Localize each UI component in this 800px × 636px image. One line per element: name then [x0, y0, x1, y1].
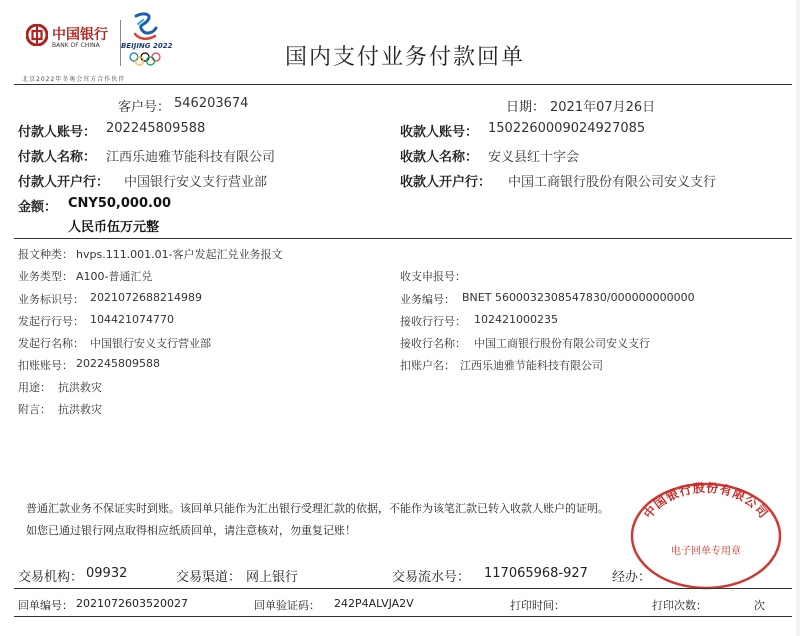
msg-type-label: 报文种类：	[18, 248, 73, 261]
page-title: 国内支付业务付款回单	[285, 45, 526, 70]
print-time-label: 打印时间：	[510, 599, 565, 612]
receipt-declare-label: 收支申报号：	[400, 270, 466, 283]
trans-channel: 网上银行	[246, 570, 299, 585]
olympic-rings-icon	[128, 52, 162, 66]
print-count-label: 打印次数：	[652, 599, 707, 612]
receipt-no: 2021072603520027	[76, 597, 188, 610]
trans-org-label: 交易机构：	[18, 570, 84, 585]
customer-no-label: 客户号：	[118, 100, 171, 115]
payer-name: 江西乐迪雅节能科技有限公司	[106, 150, 276, 165]
payee-bank: 中国工商银行股份有限公司安义支行	[508, 175, 717, 190]
biz-no: BNET 5600032308547830/000000000000	[462, 291, 695, 304]
date-label: 日期：	[506, 100, 546, 115]
verify-code-label: 回单验证码：	[254, 599, 320, 612]
biz-no-label: 业务编号：	[400, 293, 455, 306]
section-rule	[14, 238, 792, 239]
seal-arc-text: 中国银行股份有限公司	[641, 480, 771, 522]
purpose-label: 用途：	[18, 381, 51, 394]
recv-bank-name-label: 接收行名称：	[400, 337, 466, 350]
remark: 抗洪救灾	[58, 403, 102, 416]
send-bank-no-label: 发起行行号：	[18, 315, 84, 328]
beijing-2022-text: BEIJING 2022	[121, 42, 173, 50]
send-bank-name-label: 发起行名称：	[18, 337, 84, 350]
customer-no: 546203674	[174, 96, 249, 111]
beijing-2022-emblem-icon	[130, 10, 160, 44]
debit-name: 江西乐迪雅节能科技有限公司	[460, 359, 603, 372]
debit-acct-label: 扣账账号：	[18, 359, 73, 372]
biz-type: A100-普通汇兑	[76, 270, 153, 283]
trans-channel-label: 交易渠道：	[176, 570, 242, 585]
handler-label: 经办：	[612, 570, 652, 585]
bank-of-china-logo-icon	[26, 24, 48, 46]
payer-account-label: 付款人账号：	[18, 125, 97, 140]
debit-acct: 202245809588	[76, 357, 160, 370]
msg-type: hvps.111.001.01-客户发起汇兑业务报文	[76, 248, 283, 261]
amount-value: CNY50,000.00	[68, 196, 172, 211]
bank-name-cn: 中国银行	[52, 27, 108, 43]
remark-label: 附言：	[18, 403, 51, 416]
payer-bank: 中国银行安义支行营业部	[124, 175, 268, 190]
payee-name: 安义县红十字会	[488, 150, 580, 165]
recv-bank-no: 102421000235	[474, 313, 558, 326]
recv-bank-name: 中国工商银行股份有限公司安义支行	[474, 337, 650, 350]
date-value: 2021年07月26日	[550, 100, 656, 115]
trans-serial-label: 交易流水号：	[392, 570, 471, 585]
payee-account: 1502260009024927085	[488, 121, 646, 136]
receipt-no-label: 回单编号：	[18, 599, 73, 612]
payer-bank-label: 付款人开户行：	[18, 175, 110, 190]
footer-rule	[14, 588, 792, 589]
notice-line-2: 如您已通过银行网点取得相应纸质回单，请注意核对，勿重复记账！	[26, 524, 356, 537]
svg-text:中国银行股份有限公司	[640, 480, 771, 521]
print-count-unit: 次	[754, 599, 765, 612]
biz-id: 2021072688214989	[90, 291, 202, 304]
bottom-rule	[14, 616, 792, 617]
biz-id-label: 业务标识号：	[18, 293, 84, 306]
seal-center-text: 电子回单专用章	[671, 546, 741, 557]
electronic-receipt-seal-icon	[628, 478, 784, 590]
official-partner-line: 北京2022年冬奥会官方合作伙伴	[22, 76, 126, 83]
purpose: 抗洪救灾	[58, 381, 102, 394]
biz-type-label: 业务类型：	[18, 270, 73, 283]
notice-line-1: 普通汇款业务不保证实时到账。该回单只能作为汇出银行受理汇款的依据，不能作为该笔汇款已转入收款人账户的证明。	[26, 502, 609, 515]
send-bank-no: 104421074770	[90, 313, 174, 326]
debit-name-label: 扣账户名：	[400, 359, 455, 372]
payee-account-label: 收款人账号：	[400, 125, 479, 140]
amount-in-words: 人民币伍万元整	[68, 220, 160, 235]
verify-code: 242P4ALVJA2V	[334, 597, 414, 610]
payer-name-label: 付款人名称：	[18, 150, 97, 165]
send-bank-name: 中国银行安义支行营业部	[90, 337, 211, 350]
amount-label: 金额：	[18, 200, 58, 215]
trans-serial: 117065968-927	[484, 566, 588, 581]
payee-name-label: 收款人名称：	[400, 150, 479, 165]
recv-bank-no-label: 接收行行号：	[400, 315, 466, 328]
payee-bank-label: 收款人开户行：	[400, 175, 492, 190]
payer-account: 202245809588	[106, 121, 206, 136]
trans-org: 09932	[86, 566, 128, 581]
bank-name-en: BANK OF CHINA	[52, 42, 100, 49]
header-rule	[14, 84, 792, 85]
